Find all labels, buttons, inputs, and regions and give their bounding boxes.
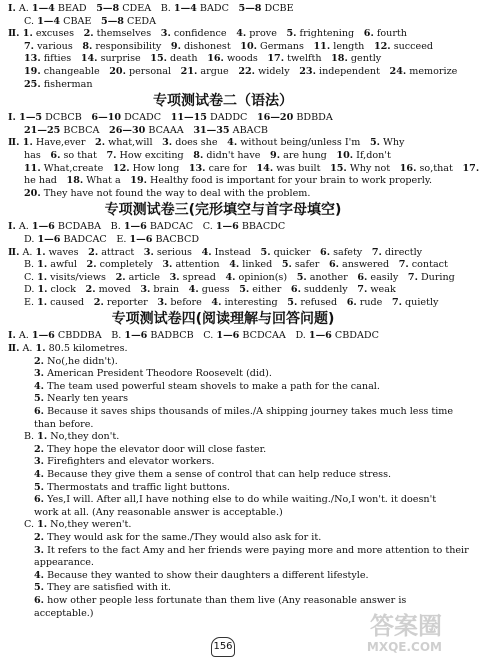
answer-line: 5. Nearly ten years (34, 393, 129, 405)
answer-line: he had 18. What a 19. Healthy food is important for your brain to work properly. (24, 175, 433, 187)
answer-line: work at all. (Any reasonable answer is acceptable.) (34, 506, 283, 518)
answer-line: acceptable.) (34, 607, 94, 619)
answer-line: Ⅱ. A. 1. 80.5 kilometres. (8, 343, 128, 355)
answer-line: 20. They have not found the way to deal with the problem. (24, 187, 311, 199)
answer-line: appearance. (34, 557, 94, 569)
answer-content (8, 3, 479, 620)
page-number: 156 (211, 637, 235, 657)
section-heading: 专项测试卷四(阅读理解与回答问题) (111, 311, 335, 328)
answer-line: 3. It refers to the fact Amy and her friends were paying more and more attention to their (34, 544, 469, 556)
answer-line: C. 1. visits/views 2. article 3. spread 4. opinion(s) 5. another 6. easily 7. During (24, 271, 455, 283)
answer-line: 25. fisherman (24, 78, 93, 90)
answer-line: 6. Yes,I will. After all,I have nothing else to do while waiting./No,I won't. it doesn't (34, 494, 437, 506)
answer-line: Ⅱ. 1. excuses 2. themselves 3. confidence 4. prove 5. frightening 6. fourth (8, 28, 407, 40)
answer-line: Ⅰ. 1—5 DCBCB 6—10 DCADC 11—15 DADDC 16—20 BDBDA (8, 112, 333, 124)
answer-line: 6. how other people less fortunate than them live (Any reasonable answer is (34, 594, 407, 606)
watermark-top: 答案圈 (370, 612, 442, 640)
answer-line: 5. Thermostats and traffic light buttons. (34, 481, 230, 493)
watermark (314, 612, 442, 660)
answer-line: 19. changeable 20. personal 21. argue 22. widely 23. independent 24. memorize (24, 65, 458, 77)
answer-line: 3. American President Theodore Roosevelt (did). (34, 368, 272, 380)
answer-line: 21—25 BCBCA 26—30 BCAAA 31—35 ABACB (24, 124, 268, 136)
answer-line: 13. fifties 14. surprise 15. death 16. woods 17. twelfth 18. gently (24, 53, 382, 65)
answer-line: than before. (34, 418, 94, 430)
answer-line: 4. Because they give them a sense of control that can help reduce stress. (34, 469, 392, 480)
answer-line: 2. No(,he didn't). (34, 355, 118, 367)
answer-line: 6. Because it saves ships thousands of miles./A shipping journey takes much less time (34, 406, 454, 418)
answer-line: B. 1. awful 2. completely 3. attention 4. linked 5. safer 6. answered 7. contact (24, 259, 448, 271)
answer-line: D. 1—6 BADCAC E. 1—6 BACBCD (24, 233, 200, 245)
answer-line: 3. Firefighters and elevator workers. (34, 456, 215, 468)
answer-line: B. 1. No,they don't. (24, 431, 120, 443)
answer-line: C. 1. No,they weren't. (24, 519, 132, 531)
answer-line: Ⅰ. A. 1—4 BEAD 5—8 CDEA B. 1—4 BADC 5—8 DCBE (8, 3, 294, 14)
answer-line: Ⅰ. A. 1—6 CBDDBA B. 1—6 BADBCB C. 1—6 BCDCAA D. 1—6 CBDADC (8, 330, 379, 342)
answer-line: 4. Because they wanted to show their daughters a different lifestyle. (34, 569, 369, 581)
answer-line: E. 1. caused 2. reporter 3. before 4. interesting 5. refused 6. rude 7. quietly (24, 296, 439, 308)
answer-line: C. 1—4 CBAE 5—8 CEDA (24, 15, 156, 27)
answer-line: 11. What,create 12. How long 13. care for 14. was built 15. Why not 16. so,that 17. (24, 162, 479, 174)
section-heading: 专项测试卷三(完形填空与首字母填空) (104, 202, 342, 219)
watermark-bottom: MXQE.COM (366, 640, 442, 654)
answer-line: 2. They would ask for the same./They would also ask for it. (34, 531, 322, 543)
answer-line: Ⅰ. A. 1—6 BCDABA B. 1—6 BADCAC C. 1—6 BBACDC (8, 221, 286, 233)
answer-line: 4. The team used powerful steam shovels to make a path for the canal. (34, 380, 380, 392)
answer-line: 5. They are satisfied with it. (34, 582, 171, 594)
answer-line: 7. various 8. responsibility 9. dishonest 10. Germans 11. length 12. succeed (24, 40, 434, 52)
answer-line: D. 1. clock 2. moved 3. brain 4. guess 5. either 6. suddenly 7. weak (24, 284, 396, 296)
answer-line: Ⅱ. 1. Have,ever 2. what,will 3. does she 4. without being/unless I'm 5. Why (8, 137, 405, 149)
answer-line: has 6. so that 7. How exciting 8. didn't have 9. are hung 10. If,don't (24, 149, 391, 161)
section-heading: 专项测试卷二（语法） (153, 93, 293, 110)
answer-line: 2. They hope the elevator door will close faster. (34, 443, 267, 455)
answer-line: Ⅱ. A. 1. waves 2. attract 3. serious 4. Instead 5. quicker 6. safety 7. directly (8, 246, 423, 258)
